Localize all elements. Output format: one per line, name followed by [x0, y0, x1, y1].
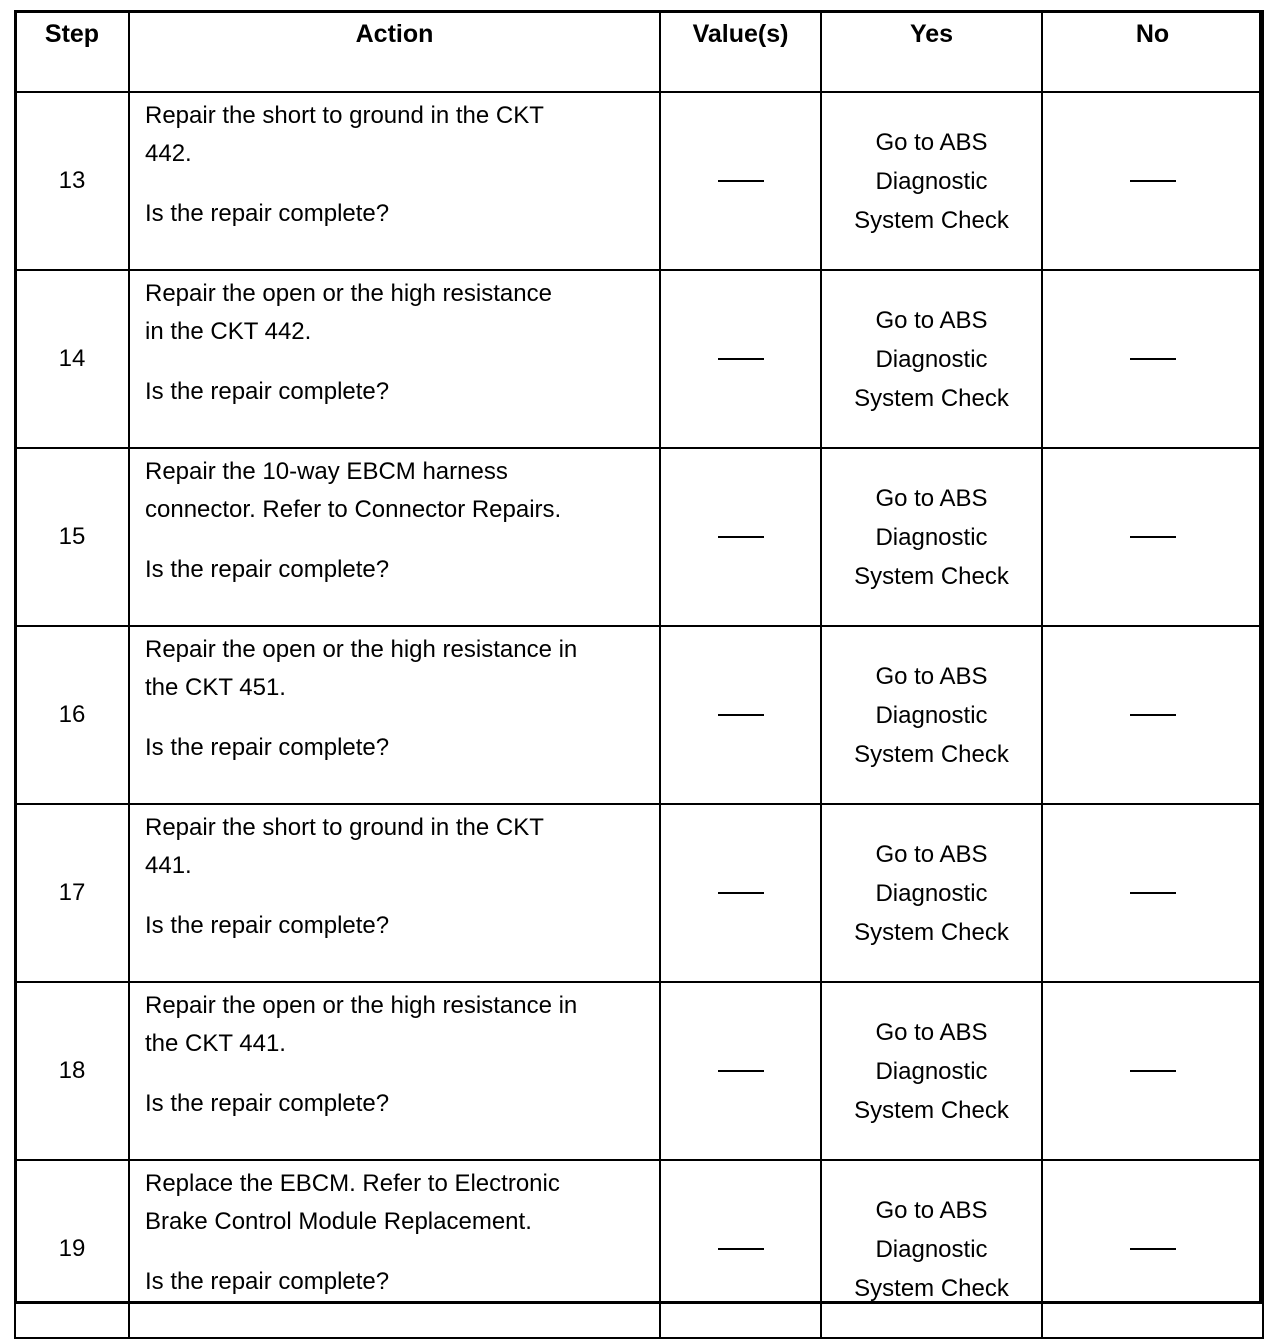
step-number: 19 [15, 1160, 129, 1338]
step-number: 18 [15, 982, 129, 1160]
yes-cell: Go to ABS Diagnostic System Check [821, 804, 1042, 982]
action-question: Is the repair complete? [145, 200, 390, 227]
action-text: Replace the EBCM. Refer to Electronic Brake Control Module Replacement. [145, 1170, 560, 1235]
action-question: Is the repair complete? [145, 734, 390, 761]
yes-cell: Go to ABS Diagnostic System Check [821, 448, 1042, 626]
action-text: Repair the open or the high resistance in the CKT 441. [145, 992, 578, 1057]
action-text: Repair the open or the high resistance in the CKT 451. [145, 636, 578, 701]
step-number: 14 [15, 270, 129, 448]
action-text: Repair the 10-way EBCM harness connector. Refer to Connector Repairs. [145, 458, 562, 523]
header-yes: Yes [821, 11, 1042, 92]
step-number: 16 [15, 626, 129, 804]
action-question: Is the repair complete? [145, 1090, 390, 1117]
header-no: No [1042, 11, 1263, 92]
action-text: Repair the short to ground in the CKT 441. [145, 814, 544, 879]
step-number: 17 [15, 804, 129, 982]
step-number: 13 [15, 92, 129, 270]
action-question: Is the repair complete? [145, 1268, 390, 1295]
action-question: Is the repair complete? [145, 378, 390, 405]
yes-cell: Go to ABS Diagnostic System Check [821, 270, 1042, 448]
action-text: Repair the short to ground in the CKT 442. [145, 102, 544, 167]
yes-cell: Go to ABS Diagnostic System Check [821, 626, 1042, 804]
action-question: Is the repair complete? [145, 912, 390, 939]
header-value: Value(s) [660, 11, 821, 92]
yes-cell: Go to ABS Diagnostic System Check [821, 1160, 1042, 1338]
yes-cell: Go to ABS Diagnostic System Check [821, 982, 1042, 1160]
header-action: Action [129, 11, 660, 92]
table-outer-border [14, 10, 1262, 1304]
yes-cell: Go to ABS Diagnostic System Check [821, 92, 1042, 270]
action-question: Is the repair complete? [145, 556, 390, 583]
step-number: 15 [15, 448, 129, 626]
header-step: Step [15, 11, 129, 92]
action-text: Repair the open or the high resistance in the CKT 442. [145, 280, 552, 345]
